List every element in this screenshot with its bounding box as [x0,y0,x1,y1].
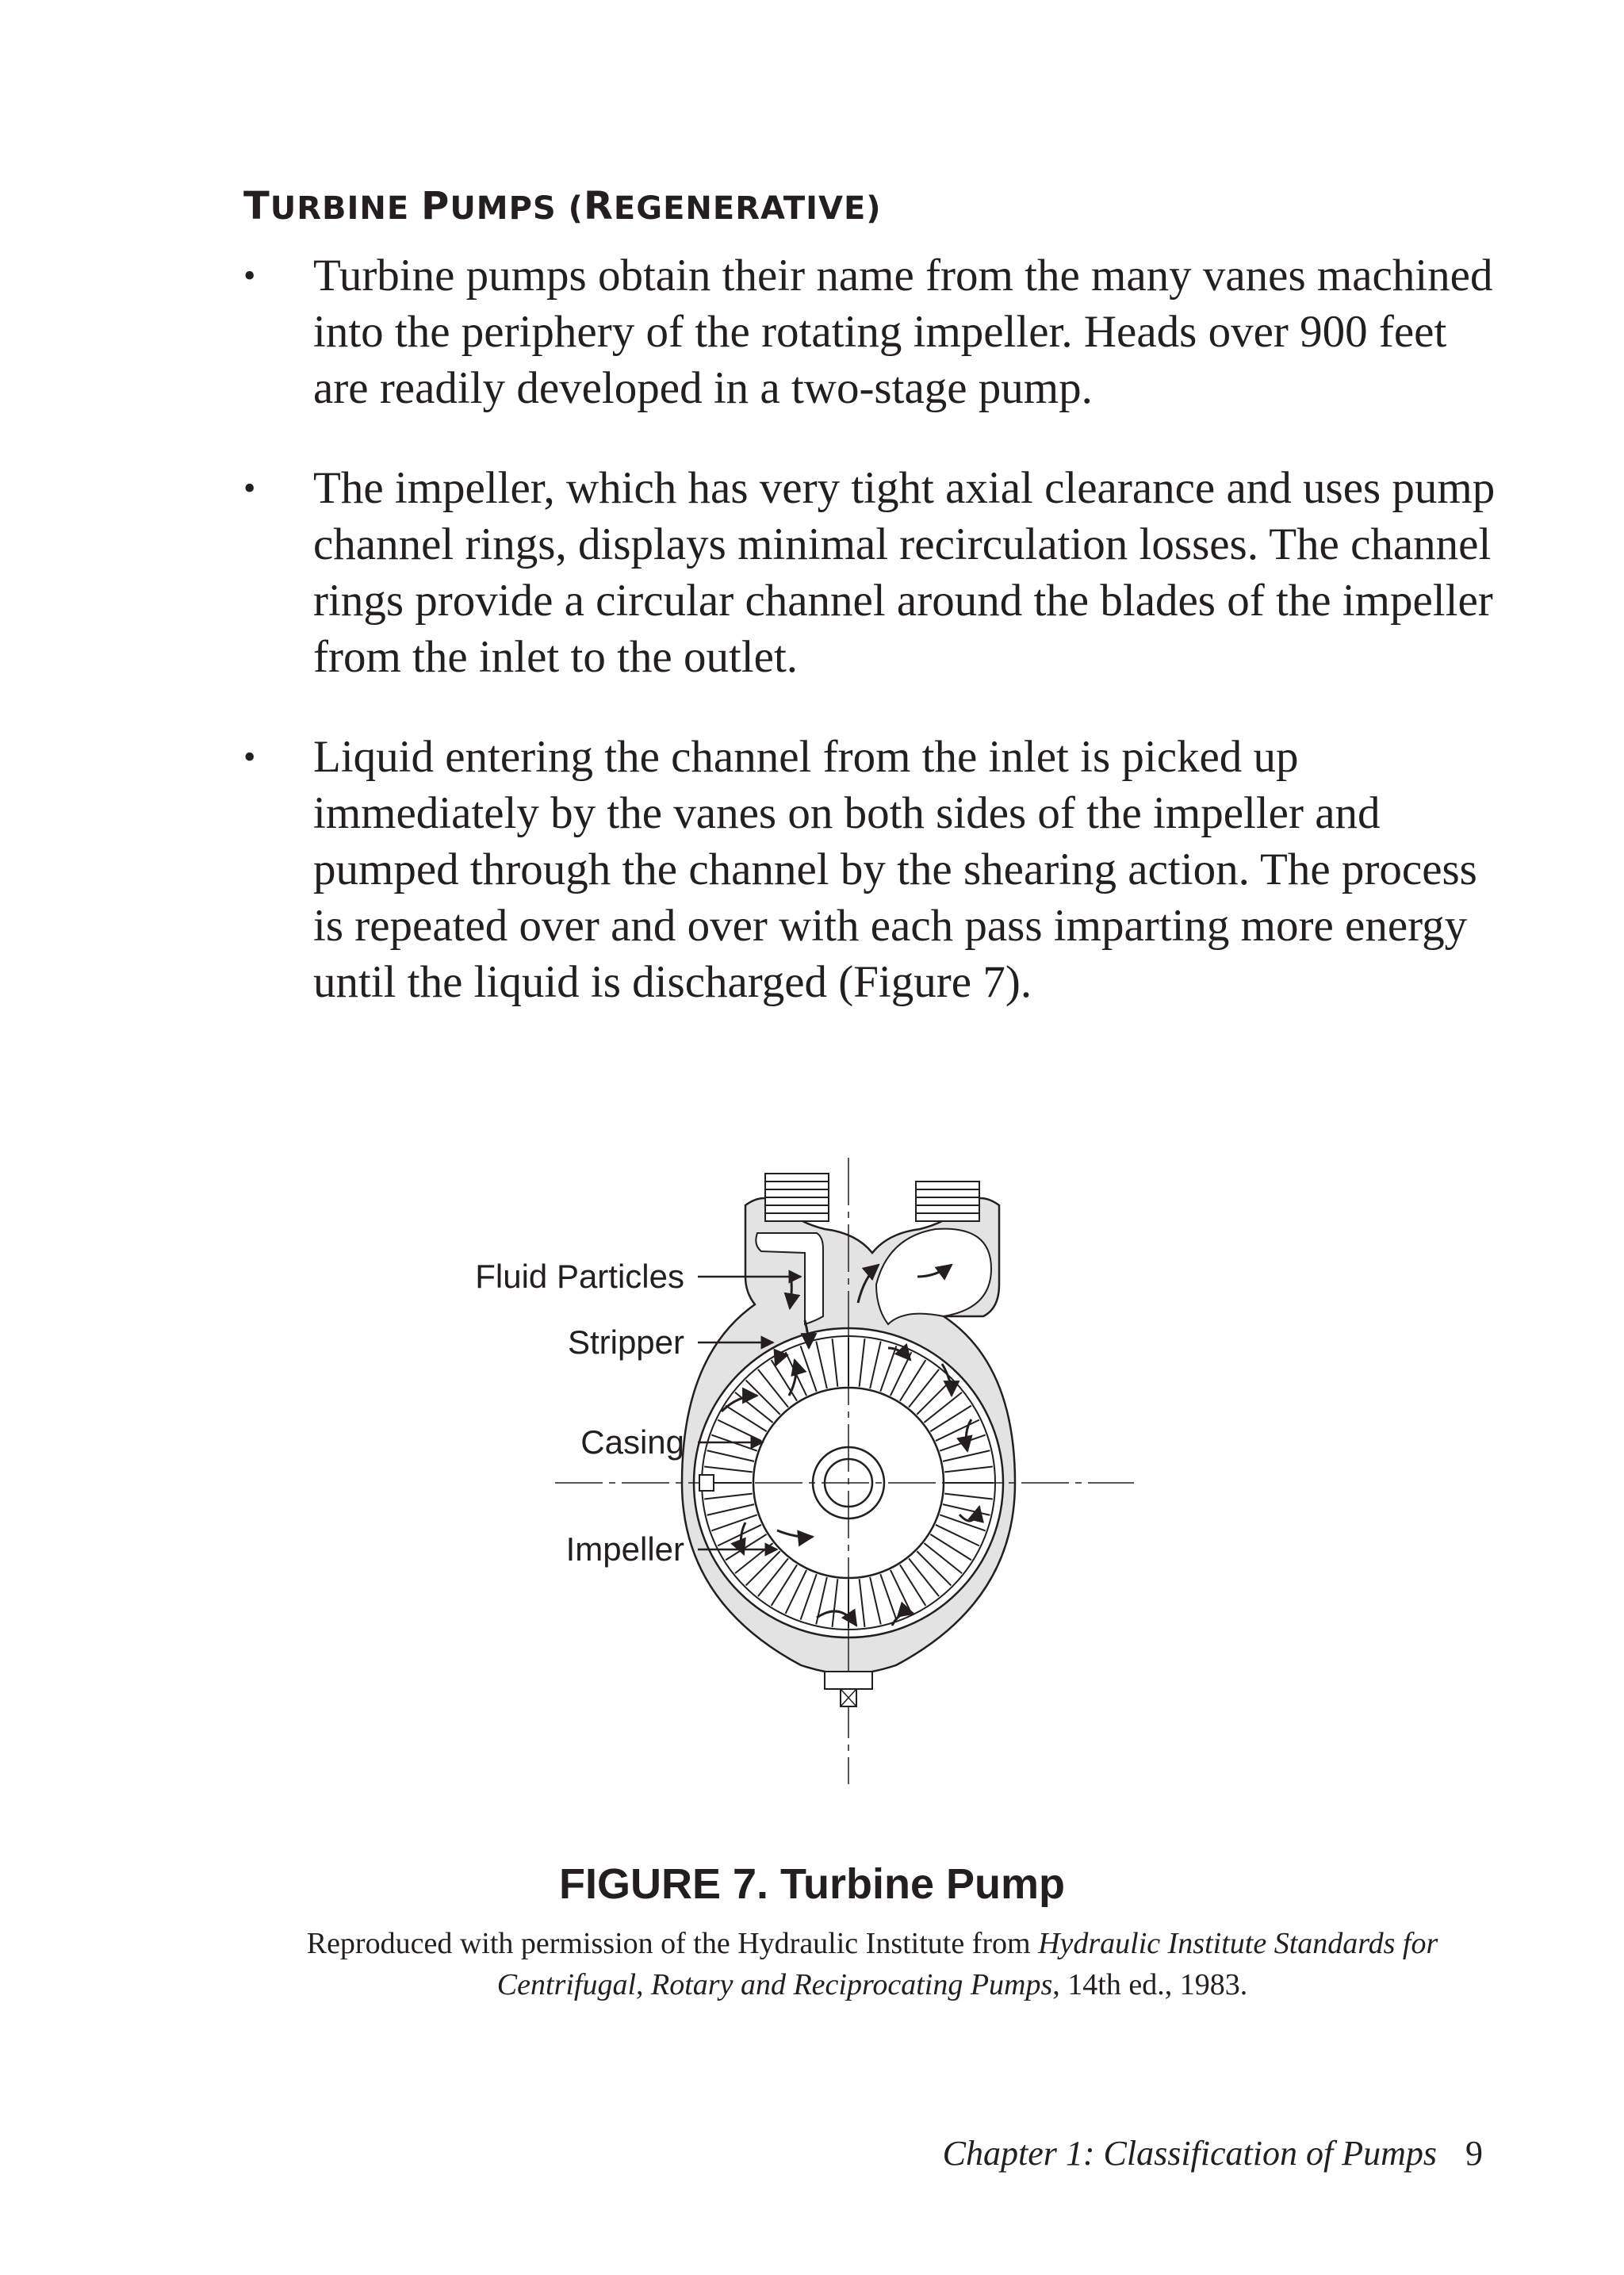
bullet-item [243,729,1496,1010]
bullet-dot: • [243,469,256,507]
bullet-list [243,247,1496,1054]
label-stripper: Stripper [567,1323,684,1361]
bullet-text: Turbine pumps obtain their name from the many vanes machined into the periphery of the rotating impeller. Heads over 900 feet are readily developed in a two-stage pump. [313,251,1493,413]
heading-part: URBINE [270,190,422,227]
bullet-text: Liquid entering the channel from the inlet is picked up immediately by the vanes on both sides of the impeller and pumped through the channel by the shearing action. The process is repeated over and over with each pass imparting more energy until the liquid is discharged (Figure 7). [313,732,1477,1007]
credit-title: Hydraulic Institute Standards for Centrifugal, Rotary and Reciprocating Pumps [496,1927,1438,2001]
chapter-title: Chapter 1: Classification of Pumps [942,2134,1437,2173]
inlet-flange [765,1174,829,1221]
label-casing: Casing [580,1423,684,1461]
figure-caption: FIGURE 7. Turbine Pump [558,1860,1066,1908]
heading-part: EGENERATIVE) [613,190,882,227]
heading-part: P [421,184,450,228]
figure-credit [238,1923,1507,2005]
section-heading [243,184,882,228]
turbine-pump-figure [444,1158,1245,1792]
bullet-item [243,460,1496,685]
credit-prefix: Reproduced with permission of the Hydraulic Institute from [306,1927,1039,1960]
heading-part: T [243,184,270,228]
page-number: 9 [1465,2134,1483,2173]
heading-part: R [583,184,614,228]
label-impeller: Impeller [565,1530,684,1568]
vent-plug [699,1475,714,1491]
heading-part: UMPS ( [450,190,584,227]
drain-plug [825,1672,872,1689]
bullet-dot: • [243,256,256,295]
bullet-item [243,247,1496,416]
label-fluid-particles: Fluid Particles [475,1258,684,1295]
credit-suffix: , 14th ed., 1983. [1052,1968,1248,2001]
turbine-pump-diagram [444,1158,1245,1792]
page-footer [943,2133,1483,2174]
outlet-flange [916,1182,979,1221]
bullet-text: The impeller, which has very tight axial clearance and uses pump channel rings, displays minimal recirculation losses. The channel rings provide a circular channel around the blades of the impeller from the inlet to the outlet. [313,463,1496,682]
bullet-dot: • [243,737,256,776]
